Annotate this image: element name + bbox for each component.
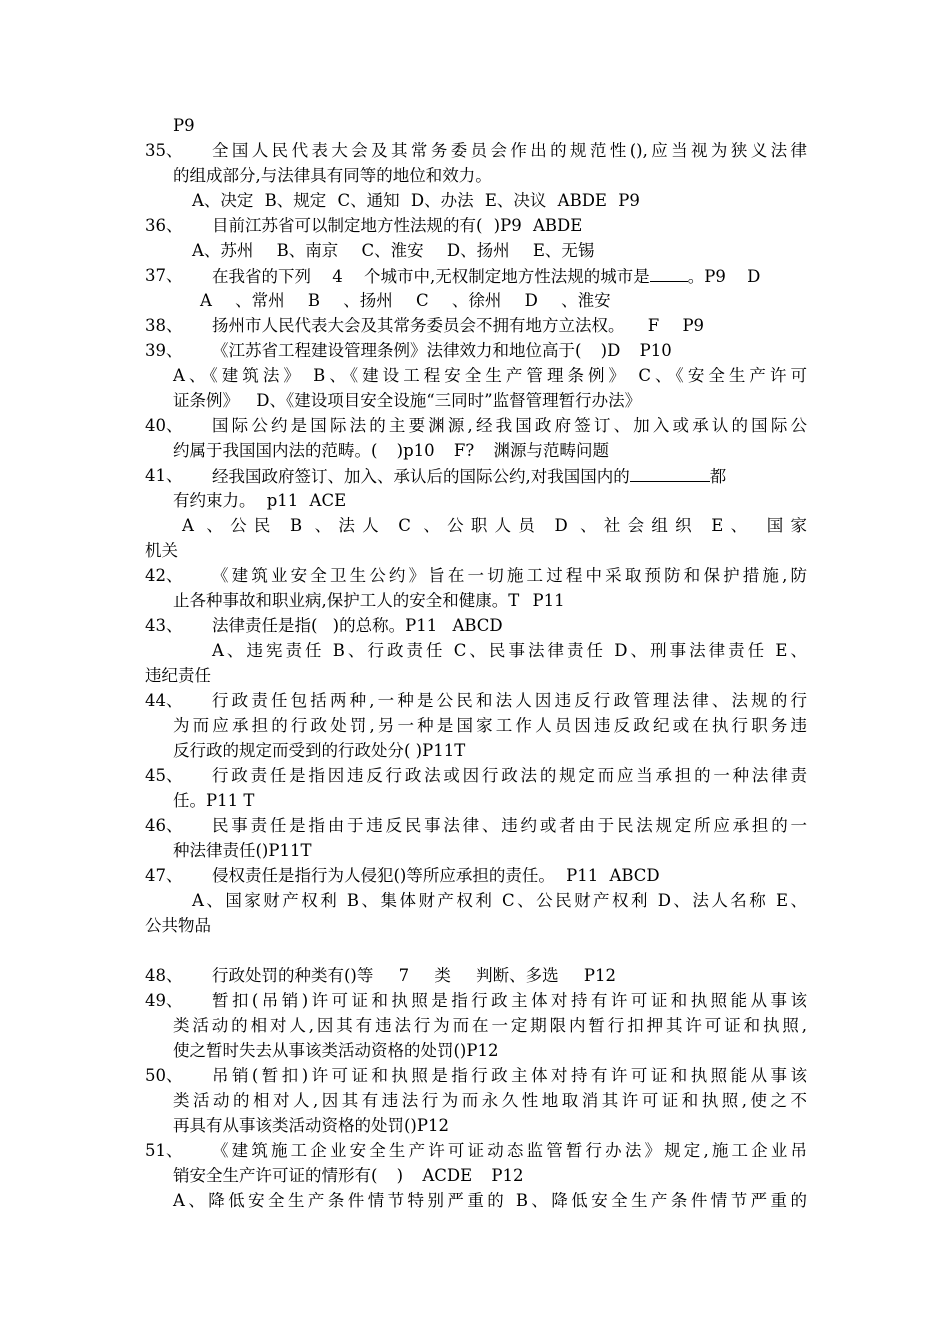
text-line [212, 263, 760, 289]
text-line: P9 [173, 116, 195, 135]
question-number: 39、 [145, 341, 183, 360]
question-number: 51、 [145, 1141, 183, 1160]
question-number: 41、 [145, 466, 183, 485]
text-line: 行政责任是指因违反行政法或因行政法的规定而应当承担的一种法律责 [212, 766, 807, 785]
question-number: 36、 [145, 216, 183, 235]
question-number: 42、 [145, 566, 183, 585]
text-line: 再具有从事该类活动资格的处罚()P12 [173, 1116, 449, 1135]
text-line: A、苏州 B、南京 C、淮安 D、扬州 E、无锡 [192, 241, 595, 260]
text-line: 暂扣(吊销)许可证和执照是指行政主体对持有许可证和执照能从事该 [212, 991, 807, 1010]
text-line: 机关 [145, 541, 178, 560]
text-line: 行政责任包括两种,一种是公民和法人因违反行政管理法律、法规的行 [212, 691, 807, 710]
text-segment: 在我省的下列 4 个城市中,无权制定地方性法规的城市是 [212, 267, 650, 286]
text-line: 止各种事故和职业病,保护工人的安全和健康。T P11 [173, 591, 565, 610]
text-line: 证条例》 D、《建设项目安全设施“三同时”监督管理暂行办法》 [173, 391, 642, 410]
question-number: 47、 [145, 866, 183, 885]
text-line: 《江苏省工程建设管理条例》法律效力和地位高于( )D P10 [212, 341, 672, 360]
fill-in-blank [650, 263, 688, 282]
text-line: 法律责任是指( )的总称。P11 ABCD [212, 616, 503, 635]
question-number: 38、 [145, 316, 183, 335]
text-line: 侵权责任是指行为人侵犯()等所应承担的责任。 P11 ABCD [212, 866, 660, 885]
text-line: 约属于我国国内法的范畴。( )p10 F? 渊源与范畴问题 [173, 441, 609, 460]
text-line [212, 463, 726, 489]
text-line: A 、公民 B 、法人 C 、公职人员 D 、社会组织 E、 国家 [182, 516, 807, 535]
text-segment: 。P9 D [687, 267, 761, 286]
text-line: 国际公约是国际法的主要渊源,经我国政府签订、加入或承认的国际公 [212, 416, 807, 435]
question-number: 50、 [145, 1066, 183, 1085]
text-line: 行政处罚的种类有()等 7 类 判断、多选 P12 [212, 966, 616, 985]
text-line: 销安全生产许可证的情形有( ) ACDE P12 [173, 1166, 524, 1185]
question-number: 48、 [145, 966, 183, 985]
text-line: A、违宪责任 B、行政责任 C、民事法律责任 D、刑事法律责任 E、 [212, 641, 807, 660]
text-line: 种法律责任()P11T [173, 841, 312, 860]
text-line: 违纪责任 [145, 666, 211, 685]
text-line: A 、常州 B 、扬州 C 、徐州 D 、淮安 [200, 291, 611, 310]
text-line: 的组成部分,与法律具有同等的地位和效力。 [173, 166, 492, 185]
fill-in-blank [630, 463, 710, 482]
text-line: 民事责任是指由于违反民事法律、违约或者由于民法规定所应承担的一 [212, 816, 807, 835]
text-line: 类活动的相对人,因其有违法行为而永久性地取消其许可证和执照,使之不 [173, 1091, 807, 1110]
question-number: 45、 [145, 766, 183, 785]
text-line: 《建筑业安全卫生公约》旨在一切施工过程中采取预防和保护措施,防 [212, 566, 807, 585]
text-segment: 经我国政府签订、加入、承认后的国际公约,对我国国内的 [212, 467, 630, 486]
text-line: 目前江苏省可以制定地方性法规的有( )P9 ABDE [212, 216, 583, 235]
text-line: 吊销(暂扣)许可证和执照是指行政主体对持有许可证和执照能从事该 [212, 1066, 807, 1085]
text-line: 《建筑施工企业安全生产许可证动态监管暂行办法》规定,施工企业吊 [212, 1141, 807, 1160]
question-number: 49、 [145, 991, 183, 1010]
question-number: 46、 [145, 816, 183, 835]
question-number: 37、 [145, 266, 183, 285]
question-number: 35、 [145, 141, 183, 160]
question-number: 43、 [145, 616, 183, 635]
text-line: A、降低安全生产条件情节特别严重的 B、降低安全生产条件情节严重的 [173, 1191, 807, 1210]
text-line: 使之暂时失去从事该类活动资格的处罚()P12 [173, 1041, 499, 1060]
text-line: A、国家财产权利 B、集体财产权利 C、公民财产权利 D、法人名称 E、 [192, 891, 807, 910]
question-number: 44、 [145, 691, 183, 710]
text-line: A、决定 B、规定 C、通知 D、办法 E、决议 ABDE P9 [192, 191, 640, 210]
text-line: A、《建筑法》 B、《建设工程安全生产管理条例》 C、《安全生产许可 [173, 366, 807, 385]
text-segment: 都 [709, 467, 727, 486]
text-line: 任。P11 T [173, 791, 255, 810]
text-line: 公共物品 [145, 916, 211, 935]
text-line: 反行政的规定而受到的行政处分( )P11T [173, 741, 466, 760]
text-line: 为而应承担的行政处罚,另一种是国家工作人员因违反政纪或在执行职务违 [173, 716, 807, 735]
question-number: 40、 [145, 416, 183, 435]
text-line: 类活动的相对人,因其有违法行为而在一定期限内暂行扣押其许可证和执照, [173, 1016, 807, 1035]
text-line: 全国人民代表大会及其常务委员会作出的规范性(),应当视为狭义法律 [212, 141, 807, 160]
text-line: 有约束力。 p11 ACE [173, 491, 347, 510]
text-line: 扬州市人民代表大会及其常务委员会不拥有地方立法权。 F P9 [212, 316, 705, 335]
